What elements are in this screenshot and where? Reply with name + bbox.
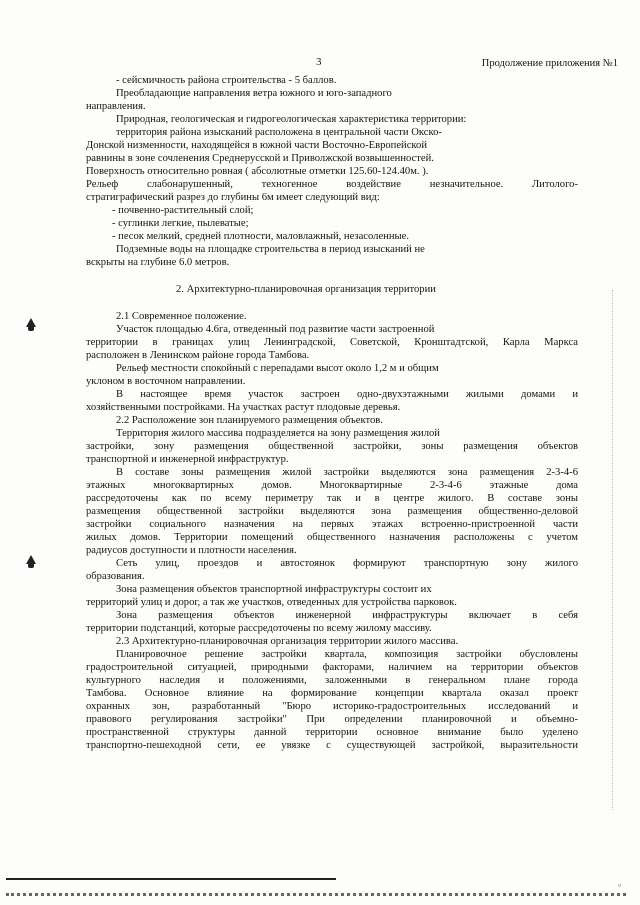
text-line: Донской низменности, находящейся в южной части Восточно-Европейской — [86, 140, 427, 151]
text-line: территория района изысканий расположена в центральной части Окско- — [116, 127, 442, 138]
text-line: Сеть улиц, проездов и автостоянок формируют транспортную зону жилого — [116, 558, 578, 569]
text-line: Участок площадью 4.6га, отведенный под развитие части застроенной — [116, 324, 435, 335]
text-line: культурного наследия и положениями, заложенными в генеральном плане города — [86, 675, 578, 686]
corner-mark-icon: ▫ — [618, 880, 622, 890]
text-line: расположен в Ленинском районе города Тамбова. — [86, 350, 310, 361]
text-line: Подземные воды на площадке строительства в период изысканий не — [116, 244, 425, 255]
continuation-header: Продолжение приложения №1 — [481, 58, 618, 69]
text-line: направления. — [86, 101, 146, 112]
text-line: пространственной структуры данной территории основное внимание было уделено — [86, 727, 578, 738]
subsection-heading: 2.2 Расположение зон планируемого размещения объектов. — [116, 415, 383, 426]
text-line: Рельеф слабонарушенный, техногенное воздействие незначительное. Литолого- — [86, 179, 578, 190]
text-line: образования. — [86, 571, 145, 582]
section-title: 2. Архитектурно-планировочная организация территории — [176, 284, 436, 295]
text-line: охранных зон, разработанный "Бюро историко-градостроительных исследований и — [86, 701, 578, 712]
text-line: Территория жилого массива подразделяется на зону размещения жилой — [116, 428, 440, 439]
text-line: Тамбова. Основное влияние на формирование концепции квартала оказал проект — [86, 688, 578, 699]
subsection-heading: 2.1 Современное положение. — [116, 311, 247, 322]
text-line: Зона размещения объектов инженерной инфраструктуры включает в себя — [116, 610, 578, 621]
list-item: - почвенно-растительный слой; — [112, 205, 254, 216]
text-line: этажных многоквартирных домов. Многоквартирные 2-3-4-6 этажные дома — [86, 480, 578, 491]
binder-hole-mark — [26, 555, 36, 564]
text-line: Рельеф местности спокойный с перепадами высот около 1,2 м и общим — [116, 363, 439, 374]
text-line: правового регулирования застройки" При определении планировочной и объемно- — [86, 714, 578, 725]
binder-hole-mark — [26, 318, 36, 327]
scan-edge-noise — [612, 290, 613, 810]
document-body — [86, 74, 578, 752]
text-line: жилых домов. Территории помещений общественного назначения расположены с учетом — [86, 532, 578, 543]
text-line: равнины в зоне сочленения Среднерусской и Приволжской возвышенностей. — [86, 153, 434, 164]
text-line: вскрыты на глубине 6.0 метров. — [86, 257, 230, 268]
text-line: транспортной и инженерной инфраструктур. — [86, 454, 289, 465]
subsection-heading: 2.3 Архитектурно-планировочная организация территории жилого массива. — [116, 636, 459, 647]
text-line: размещения общественной застройки выделяются зона размещения общественно-деловой — [86, 506, 578, 517]
text-line: градостроительной ситуацией, природными факторами, наличием на территории объектов — [86, 662, 578, 673]
text-line: Планировочное решение застройки квартала, композиция застройки обусловлены — [116, 649, 578, 660]
text-line: застройки социального назначения на первых этажах встроенно-пристроенной части — [86, 519, 578, 530]
scan-bottom-edge — [6, 893, 626, 896]
text-line: В настоящее время участок застроен одно-двухэтажными жилыми домами и — [116, 389, 578, 400]
text-line: В составе зоны размещения жилой застройки выделяются зона размещения 2-3-4-6 — [116, 467, 578, 478]
text-line: Зона размещения объектов транспортной инфраструктуры состоит их — [116, 584, 432, 595]
footer-rule — [6, 878, 336, 880]
page-number: 3 — [316, 56, 322, 68]
text-line: территорий улиц и дорог, а так же участков, отведенных для устройства парковок. — [86, 597, 457, 608]
text-line: территории подстанций, которые рассредоточены по всему жилому массиву. — [86, 623, 432, 634]
text-line: Природная, геологическая и гидрогеологическая характеристика территории: — [116, 114, 467, 125]
list-item: - песок мелкий, средней плотности, маловлажный, незасоленные. — [112, 231, 409, 242]
text-line: уклоном в восточном направлении. — [86, 376, 246, 387]
text-line: радиусов доступности и плотности населения. — [86, 545, 297, 556]
text-line: - сейсмичность района строительства - 5 баллов. — [116, 75, 337, 86]
text-line: хозяйственными постройками. На участках растут плодовые деревья. — [86, 402, 401, 413]
text-line: территории в границах улиц Ленинградской, Советской, Кронштадтской, Карла Маркса — [86, 337, 578, 348]
text-line: рассредоточены как по всему периметру так и в центре жилого. В составе зоны — [86, 493, 578, 504]
text-line: Преобладающие направления ветра южного и юго-западного — [116, 88, 392, 99]
text-line: транспортно-пешеходной сети, ее увязке с существующей застройкой, выразительности — [86, 740, 578, 751]
text-line: стратиграфический разрез до глубины 6м имеет следующий вид: — [86, 192, 380, 203]
text-line: Поверхность относительно ровная ( абсолютные отметки 125.60-124.40м. ). — [86, 166, 429, 177]
list-item: - суглинки легкие, пылеватые; — [112, 218, 249, 229]
text-line: застройки, зону размещения общественной застройки, зоны размещения объектов — [86, 441, 578, 452]
